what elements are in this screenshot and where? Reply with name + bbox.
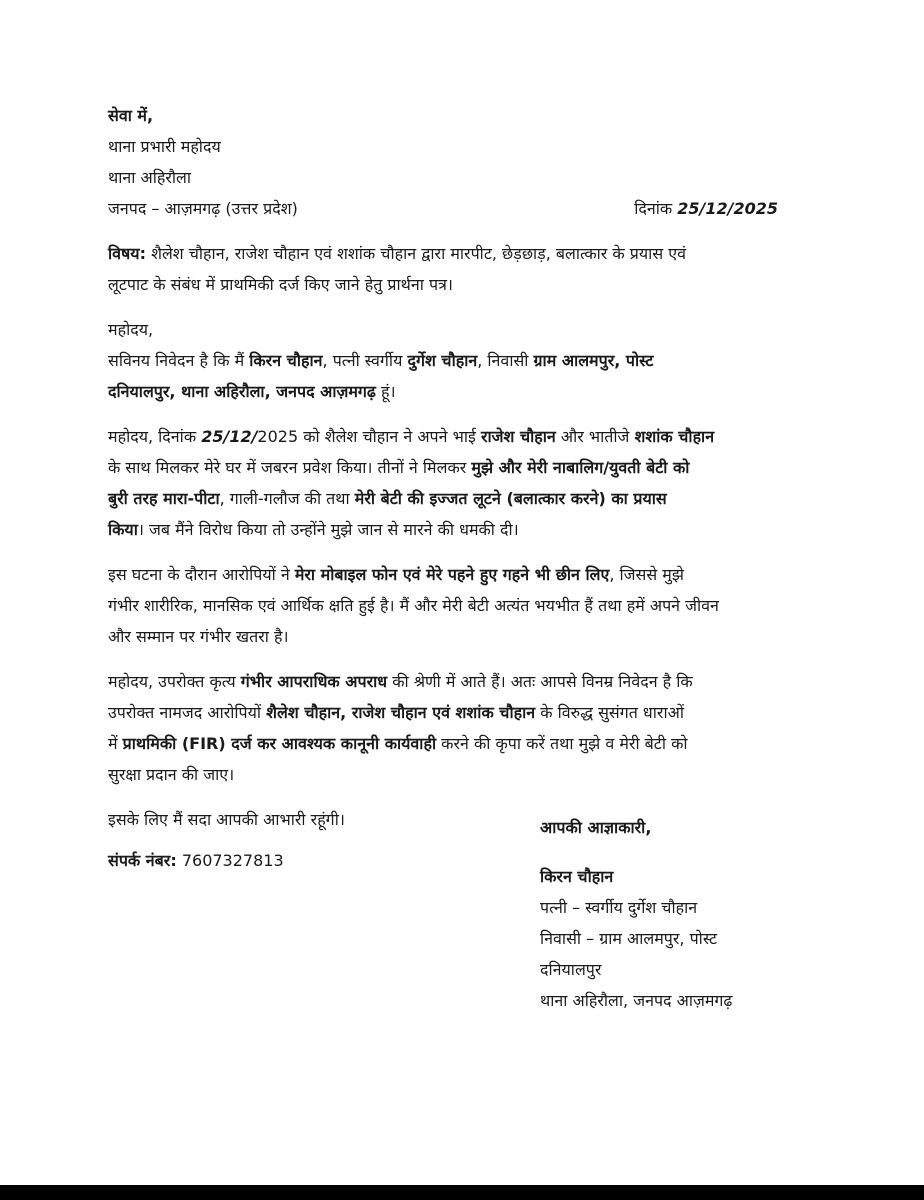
- letter-date: 25/12/2025: [677, 199, 778, 218]
- contact-number: 7607327813: [181, 851, 284, 870]
- text: करने की कृपा करें तथा मुझे व मेरी बेटी को: [436, 734, 688, 753]
- accused-name: राजेश चौहान: [480, 427, 556, 446]
- emphasis: मेरा मोबाइल फोन एवं मेरे पहने हुए गहने भी छीन लिए: [294, 565, 610, 584]
- signer-line-3: दनियालपुर: [540, 960, 602, 979]
- date-block: [634, 193, 778, 224]
- sender-name: किरन चौहान: [249, 351, 323, 370]
- thanks: इसके लिए मैं सदा आपकी आभारी रहूंगी।: [108, 810, 345, 829]
- loss-paragraph: [108, 559, 808, 652]
- subject-label: विषय:: [108, 244, 146, 263]
- incident-date: 25/12/: [201, 427, 258, 446]
- emphasis: प्राथमिकी (FIR) दर्ज कर आवश्यक कानूनी कार्यवाही: [122, 734, 437, 753]
- recipient-line-1: थाना प्रभारी महोदय: [108, 137, 221, 156]
- accused-names: शैलेश चौहान, राजेश चौहान एवं शशांक चौहान: [266, 703, 536, 722]
- husband-name: दुर्गेश चौहान: [407, 351, 478, 370]
- text: । जब मैंने विरोध किया तो उन्होंने मुझे जान से मारने की धमकी दी।: [137, 520, 519, 539]
- text: महोदय, उपरोक्त कृत्य: [108, 672, 236, 691]
- text: में: [108, 734, 118, 753]
- recipient-date-row: [108, 193, 778, 224]
- emphasis: मुझे और मेरी नाबालिग/युवती बेटी को: [471, 458, 690, 477]
- request-paragraph: [108, 666, 808, 790]
- signer-name: किरन चौहान: [540, 867, 614, 886]
- salutation: सेवा में,: [108, 106, 154, 125]
- text: , निवासी: [477, 351, 529, 370]
- signer-line-4: थाना अहिरौला, जनपद आज़मगढ़: [540, 991, 733, 1010]
- accused-name: शशांक चौहान: [634, 427, 715, 446]
- text: 2025 को शैलेश चौहान ने अपने भाई: [257, 427, 476, 446]
- text: हूं।: [375, 382, 396, 401]
- emphasis: मेरी बेटी की इज्जत लूटने (बलात्कार करने) का प्रयास: [354, 489, 667, 508]
- text: , गाली-गलौज की तथा: [219, 489, 350, 508]
- emphasis: बुरी तरह मारा-पीटा: [108, 489, 220, 508]
- emphasis: गंभीर आपराधिक अपराध: [240, 672, 388, 691]
- subject-line-1: शैलेश चौहान, राजेश चौहान एवं शशांक चौहान द्वारा मारपीट, छेड़छाड़, बलात्कार के प्रयास एवं: [151, 244, 686, 263]
- emphasis: किया: [108, 520, 138, 539]
- text: सुरक्षा प्रदान की जाए।: [108, 765, 235, 784]
- signer-line-1: पत्नी – स्वर्गीय दुर्गेश चौहान: [540, 898, 698, 917]
- greeting: महोदय,: [108, 320, 154, 339]
- letter-body: [108, 100, 808, 1010]
- address: ग्राम आलमपुर, पोस्ट: [533, 351, 654, 370]
- subject-line-2: लूटपाट के संबंध में प्राथमिकी दर्ज किए जाने हेतु प्रार्थना पत्र।: [108, 275, 453, 294]
- bottom-bar: [0, 1185, 924, 1200]
- text: और सम्मान पर गंभीर खतरा है।: [108, 627, 289, 646]
- recipient-line-2: थाना अहिरौला: [108, 168, 192, 187]
- text: सविनय निवेदन है कि मैं: [108, 351, 245, 370]
- signature-block: [540, 812, 840, 1016]
- incident-paragraph: [108, 421, 808, 545]
- signer-line-2: निवासी – ग्राम आलमपुर, पोस्ट: [540, 929, 718, 948]
- text: और भातीजे: [555, 427, 630, 446]
- text: की श्रेणी में आते हैं। अतः आपसे विनम्र निवेदन है कि: [387, 672, 693, 691]
- text: के विरुद्ध सुसंगत धाराओं: [535, 703, 684, 722]
- closing: आपकी आज्ञाकारी,: [540, 818, 652, 837]
- date-label: दिनांक: [634, 199, 673, 218]
- text: , जिससे मुझे: [609, 565, 684, 584]
- text: के साथ मिलकर मेरे घर में जबरन प्रवेश किया। तीनों ने मिलकर: [108, 458, 467, 477]
- text: , पत्नी स्वर्गीय: [322, 351, 403, 370]
- recipient-line-3: जनपद – आज़मगढ़ (उत्तर प्रदेश): [108, 199, 298, 218]
- text: गंभीर शारीरिक, मानसिक एवं आर्थिक क्षति हुई है। मैं और मेरी बेटी अत्यंत भयभीत हैं तथा हमें अपने जीवन: [108, 596, 719, 615]
- text: उपरोक्त नामजद आरोपियों: [108, 703, 262, 722]
- subject: [108, 238, 808, 300]
- contact-label: संपर्क नंबर:: [108, 851, 177, 870]
- text: इस घटना के दौरान आरोपियों ने: [108, 565, 290, 584]
- text: महोदय, दिनांक: [108, 427, 197, 446]
- intro-paragraph: [108, 314, 808, 407]
- address-cont: दनियालपुर, थाना अहिरौला, जनपद आज़मगढ़: [108, 382, 376, 401]
